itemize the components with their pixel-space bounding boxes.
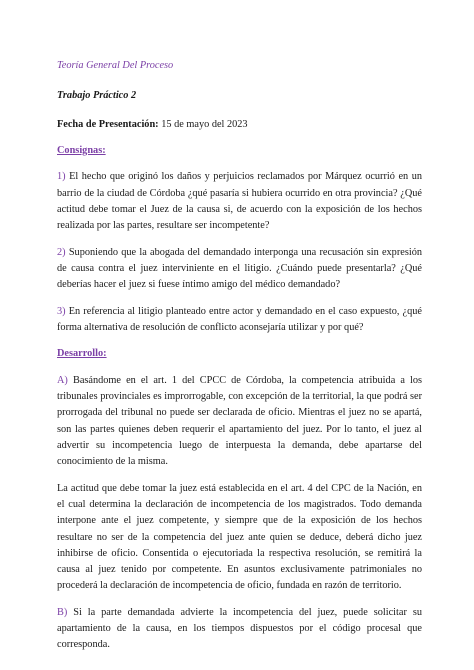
consigna-item [57,169,422,234]
document-subtitle: Trabajo Práctico 2 [57,90,137,102]
consigna-number: 2) [57,246,66,258]
desarrollo-text: Basándome en el art. 1 del CPCC de Córdoba, la competencia atribuida a los tribunales provinciales es improrrogable, con excepción de la territorial, la que podrá ser prorrogada del tribunal no puede ser declarada de oficio. Mientras el juez no se apartá, son las partes quienes deben requerir el apartamiento del juez. Por lo tanto, el juez al advertir su incompetencia luego de interpuesta la demanda, debe apartarse del conocimiento de la misma. [57,374,422,468]
date-label: Fecha de Presentación: [57,118,159,130]
consigna-number: 3) [57,305,66,317]
consigna-item [57,304,422,337]
consigna-text: El hecho que originó los daños y perjuicios reclamados por Márquez ocurrió en un barrio de la ciudad de Córdoba ¿qué pasaría si hubiera ocurrido en otra provincia? ¿Qué actitud debe tomar el Juez de la causa si, de acuerdo con la exposición de los hechos realizada por las partes, resultare ser incompetente? [57,171,422,232]
desarrollo-text: La actitud que debe tomar la juez está establecida en el art. 4 del CPC de la Nación, en el cual determina la declaración de incompetencia de los magistrados. Todo demanda interpone ante el juez competente, y siempre que de la exposición de los hechos resultare no ser de la competencia del juez ante quien se deduce, deberá dicho juez inhibirse de oficio. Consentida o ejecutoriada la respectiva resolución, se remitirá la causa al juez tenido por competente. En asuntos exclusivamente patrimoniales no procederá la declaración de incompetencia de oficio, fundada en razón de territorio. [57,482,422,592]
date-value: 15 de mayo del 2023 [158,118,248,130]
document-title: Teoría General Del Proceso [57,60,174,71]
desarrollo-number: B) [57,606,68,618]
desarrollo-item [57,373,422,471]
desarrollo-item [57,481,422,595]
consignas-heading: Consignas: [57,144,106,156]
desarrollo-heading: Desarrollo: [57,348,107,360]
consigna-number: 1) [57,171,66,183]
presentation-date [57,117,422,133]
consigna-item [57,245,422,294]
consigna-text: Suponiendo que la abogada del demandado interponga una recusación sin expresión de causa contra el juez interviniente en el litigio. ¿Cuándo puede presentarla? ¿Qué deberías hacer el juez si fuese íntimo amigo del médico demandado? [57,246,422,291]
desarrollo-item [57,605,422,654]
consigna-text: En referencia al litigio planteado entre actor y demandado en el caso expuesto, ¿qué forma alternativa de resolución de conflicto aconsejaría utilizar y por qué? [57,305,422,334]
desarrollo-number: A) [57,374,68,386]
desarrollo-text: Si la parte demandada advierte la incompetencia del juez, puede solicitar su apartamiento de la causa, en los tiempos dispuestos por el código procesal que corresponda. [57,606,422,651]
